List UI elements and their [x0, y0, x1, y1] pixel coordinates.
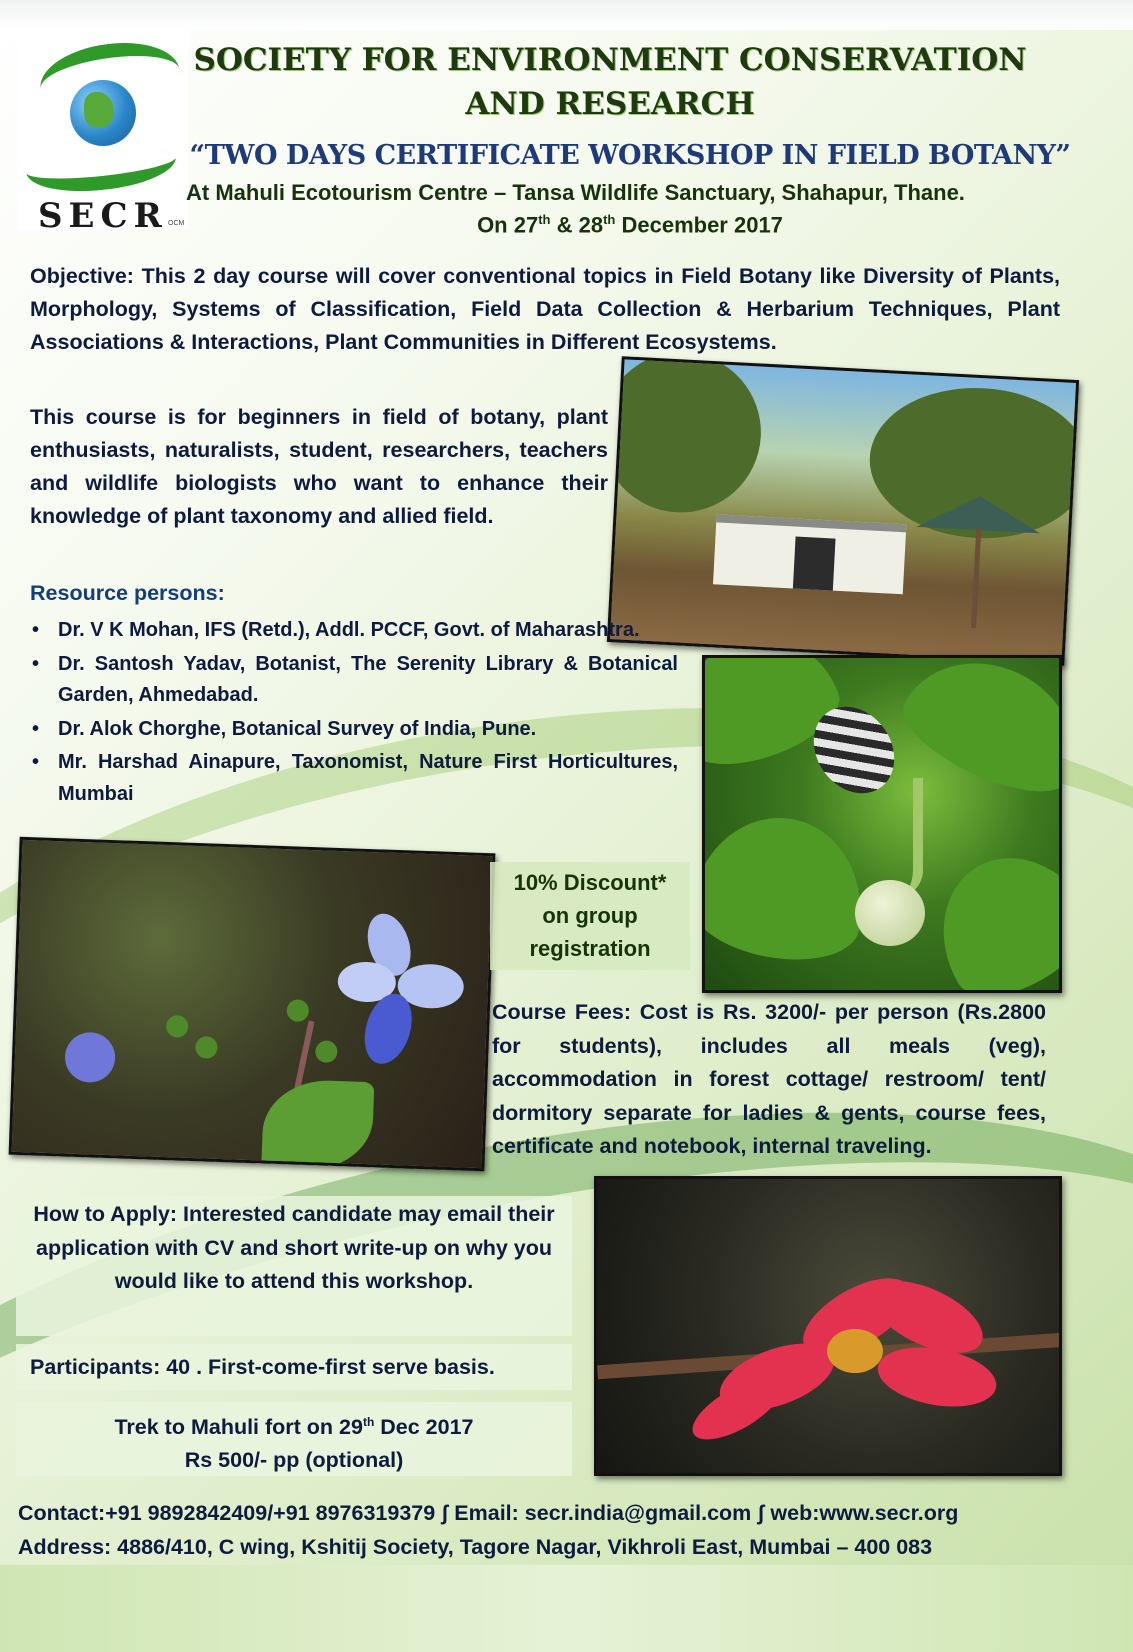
blue-butterfly-flower-photo	[9, 837, 496, 1171]
photo-pole	[971, 528, 981, 628]
photo-bud	[286, 999, 309, 1022]
list-item: • Mr. Harshad Ainapure, Taxonomist, Nature First Horticultures, Mumbai	[30, 747, 678, 810]
logo-text: SECR	[38, 196, 168, 236]
photo-bud	[166, 1015, 189, 1038]
photo-petal	[64, 1032, 116, 1084]
secr-logo	[18, 30, 188, 236]
trek-box	[16, 1402, 572, 1476]
bullet-icon: •	[32, 751, 40, 773]
discount-line3: registration	[529, 936, 651, 961]
resource-persons-heading: Resource persons:	[30, 581, 225, 605]
footer-band	[0, 1565, 1133, 1652]
red-flower-photo	[594, 1176, 1062, 1476]
org-title-line2: AND RESEARCH	[465, 86, 755, 122]
bullet-icon: •	[32, 619, 40, 641]
photo-leaf	[913, 829, 1062, 993]
logo-leaf-icon	[24, 132, 178, 197]
address-line: Address: 4886/410, C wing, Kshitij Society, Tagore Nagar, Vikhroli East, Mumbai – 400 083	[18, 1535, 933, 1559]
photo-bud	[195, 1036, 218, 1059]
participants-box: Participants: 40 . First-come-first serve basis.	[16, 1344, 572, 1390]
trek-line1: Trek to Mahuli fort on 29th Dec 2017	[114, 1415, 474, 1440]
contact-line: Contact:+91 9892842409/+91 8976319379 ʃ Email: secr.india@gmail.com ʃ web:www.secr.org	[18, 1501, 959, 1525]
group-discount-box	[490, 862, 690, 970]
photo-bud	[315, 1040, 338, 1063]
discount-line1: 10% Discount*	[513, 870, 667, 895]
bullet-icon: •	[32, 652, 40, 675]
globe-icon	[70, 80, 136, 146]
photo-flower-core	[827, 1329, 883, 1373]
how-to-apply-box: How to Apply: Interested candidate may email their application with CV and short write-up on why you would like to attend this workshop.	[16, 1196, 572, 1336]
list-item: • Dr. Santosh Yadav, Botanist, The Serenity Library & Botanical Garden, Ahmedabad.	[30, 649, 678, 712]
organization-title	[180, 38, 1040, 126]
workshop-dates: On 27th & 28th December 2017	[477, 212, 783, 238]
logo-mark: OCM	[168, 220, 185, 227]
bullet-icon: •	[32, 717, 40, 740]
discount-line2: on group	[542, 903, 638, 928]
course-fees-paragraph: Course Fees: Cost is Rs. 3200/- per person (Rs.2800 for students), includes all meals (veg), accommodation in forest cottage/ restroom/ tent/ dormitory separate for ladies & gents, course fees, certificate and notebook, internal traveling.	[492, 1000, 1046, 1158]
photo-leaf	[702, 804, 876, 971]
photo-tree	[607, 356, 765, 516]
trek-line2: Rs 500/- pp (optional)	[184, 1448, 404, 1473]
list-item: • Dr. Alok Chorghe, Botanical Survey of India, Pune.	[30, 714, 678, 746]
photo-leaf	[261, 1078, 374, 1171]
workshop-title: “TWO DAYS CERTIFICATE WORKSHOP IN FIELD BOTANY”	[189, 140, 1071, 171]
resource-persons-list	[30, 615, 678, 812]
workshop-venue: At Mahuli Ecotourism Centre – Tansa Wildlife Sanctuary, Shahapur, Thane.	[186, 180, 965, 205]
objective-paragraph: Objective: This 2 day course will cover conventional topics in Field Botany like Diversity of Plants, Morphology, Systems of Classification, Field Data Collection & Herbarium Techniques, Plant Associations & Interactions, Plant Communities in Different Ecosystems.	[30, 264, 1060, 354]
photo-bulb	[855, 880, 925, 946]
photo-stem	[895, 778, 923, 898]
contact-block	[18, 1496, 1118, 1564]
audience-paragraph: This course is for beginners in field of botany, plant enthusiasts, naturalists, student, researchers, teachers and wildlife biologists who want to enhance their knowledge of plant taxonomy and allied field.	[30, 405, 608, 528]
pipevine-flower-photo	[702, 655, 1062, 993]
org-title-line1: SOCIETY FOR ENVIRONMENT CONSERVATION	[193, 42, 1027, 78]
header-band	[0, 0, 1133, 30]
photo-door	[793, 537, 836, 591]
list-item: • Dr. V K Mohan, IFS (Retd.), Addl. PCCF, Govt. of Maharashtra.	[30, 615, 678, 647]
